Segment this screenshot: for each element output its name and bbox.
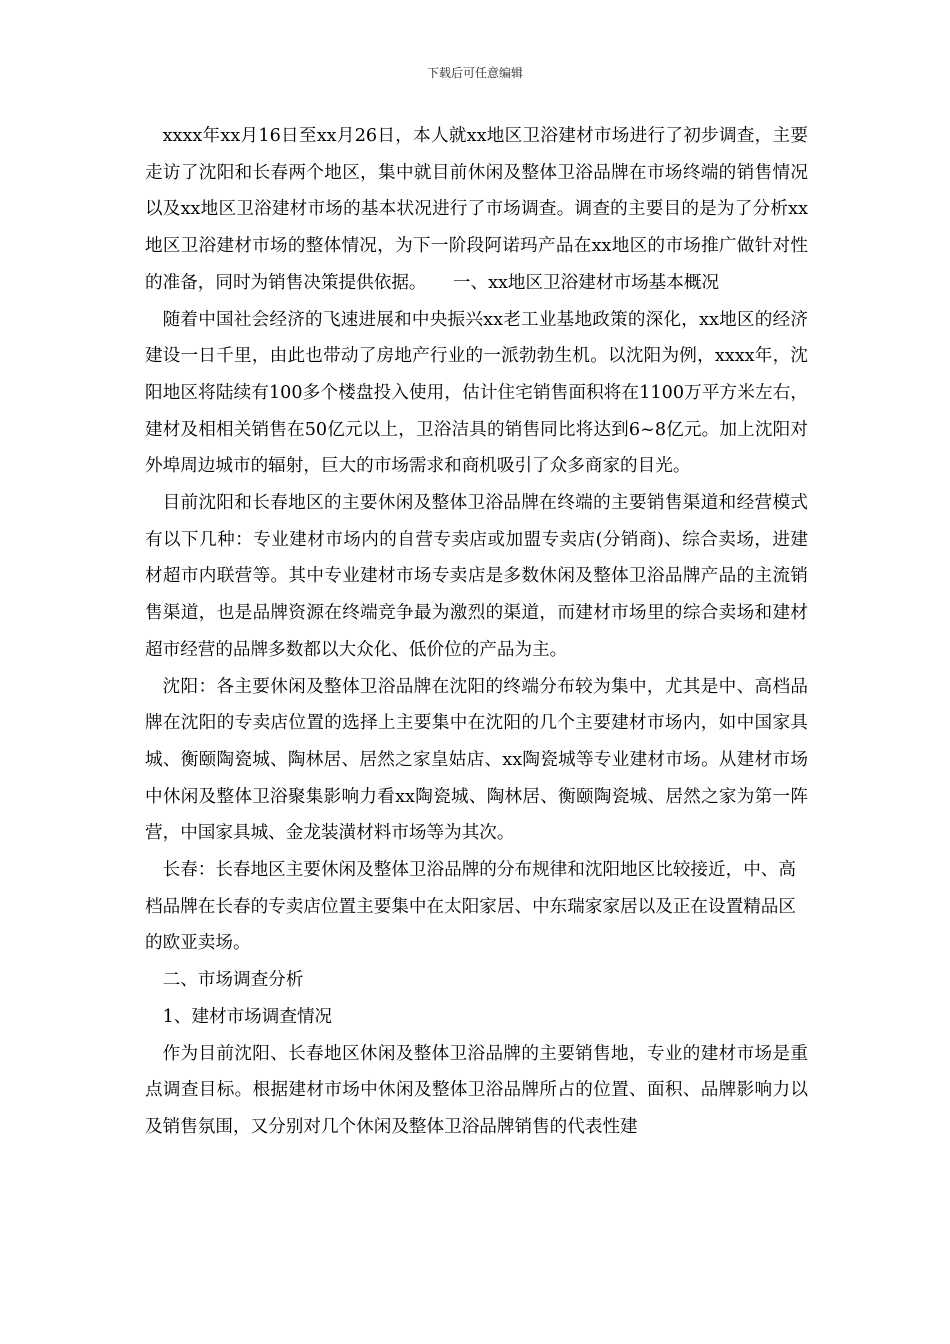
paragraph-intro: xxxx年xx月16日至xx月26日，本人就xx地区卫浴建材市场进行了初步调查，主要走访了沈阳和长春两个地区，集中就目前休闲及整体卫浴品牌在市场终端的销售情况以及xx地区卫浴建材市场的基本状况进行了市场调查。调查的主要目的是为了分析xx地区卫浴建材市场的整体情况，为下一阶段阿诺玛产品在xx地区的市场推广做针对性的准备，同时为销售决策提供依据。 一、xx地区卫浴建材市场基本概况	[145, 126, 808, 293]
section-heading-analysis: 二、市场调查分析	[162, 970, 304, 991]
paragraph-economy: 随着中国社会经济的飞速进展和中央振兴xx老工业基地政策的深化，xx地区的经济建设一日千里，由此也带动了房地产行业的一派勃勃生机。以沈阳为例，xxxx年，沈阳地区将陆续有100多个楼盘投入使用，估计住宅销售面积将在1100万平方米左右，建材及相相关销售在50亿元以上，卫浴洁具的销售同比将达到6~8亿元。加上沈阳对外埠周边城市的辐射，巨大的市场需求和商机吸引了众多商家的目光。	[145, 309, 808, 477]
subsection-heading-market-survey: 1、建材市场调查情况	[162, 1006, 333, 1027]
paragraph-shenyang: 沈阳：各主要休闲及整体卫浴品牌在沈阳的终端分布较为集中，尤其是中、高档品牌在沈阳的专卖店位置的选择上主要集中在沈阳的几个主要建材市场内，如中国家具城、衡颐陶瓷城、陶林居、居然之家皇姑店、xx陶瓷城等专业建材市场。从建材市场中休闲及整体卫浴聚集影响力看xx陶瓷城、陶林居、衡颐陶瓷城、居然之家为第一阵营，中国家具城、金龙装潢材料市场等为其次。	[145, 676, 808, 844]
document-body	[145, 118, 808, 1146]
paragraph-channels: 目前沈阳和长春地区的主要休闲及整体卫浴品牌在终端的主要销售渠道和经营模式有以下几种：专业建材市场内的自营专卖店或加盟专卖店(分销商)、综合卖场，进建材超市内联营等。其中专业建材市场专卖店是多数休闲及整体卫浴品牌产品的主流销售渠道，也是品牌资源在终端竞争最为激烈的渠道，而建材市场里的综合卖场和建材超市经营的品牌多数都以大众化、低价位的产品为主。	[145, 493, 808, 660]
paragraph-survey-target: 作为目前沈阳、长春地区休闲及整体卫浴品牌的主要销售地，专业的建材市场是重点调查目标。根据建材市场中休闲及整体卫浴品牌所占的位置、面积、品牌影响力以及销售氛围，又分别对几个休闲及整体卫浴品牌销售的代表性建	[145, 1043, 808, 1137]
page-header-note: 下载后可任意编辑	[426, 66, 523, 80]
paragraph-changchun: 长春：长春地区主要休闲及整体卫浴品牌的分布规律和沈阳地区比较接近，中、高档品牌在长春的专卖店位置主要集中在太阳家居、中东瑞家家居以及正在设置精品区的欧亚卖场。	[145, 860, 796, 954]
